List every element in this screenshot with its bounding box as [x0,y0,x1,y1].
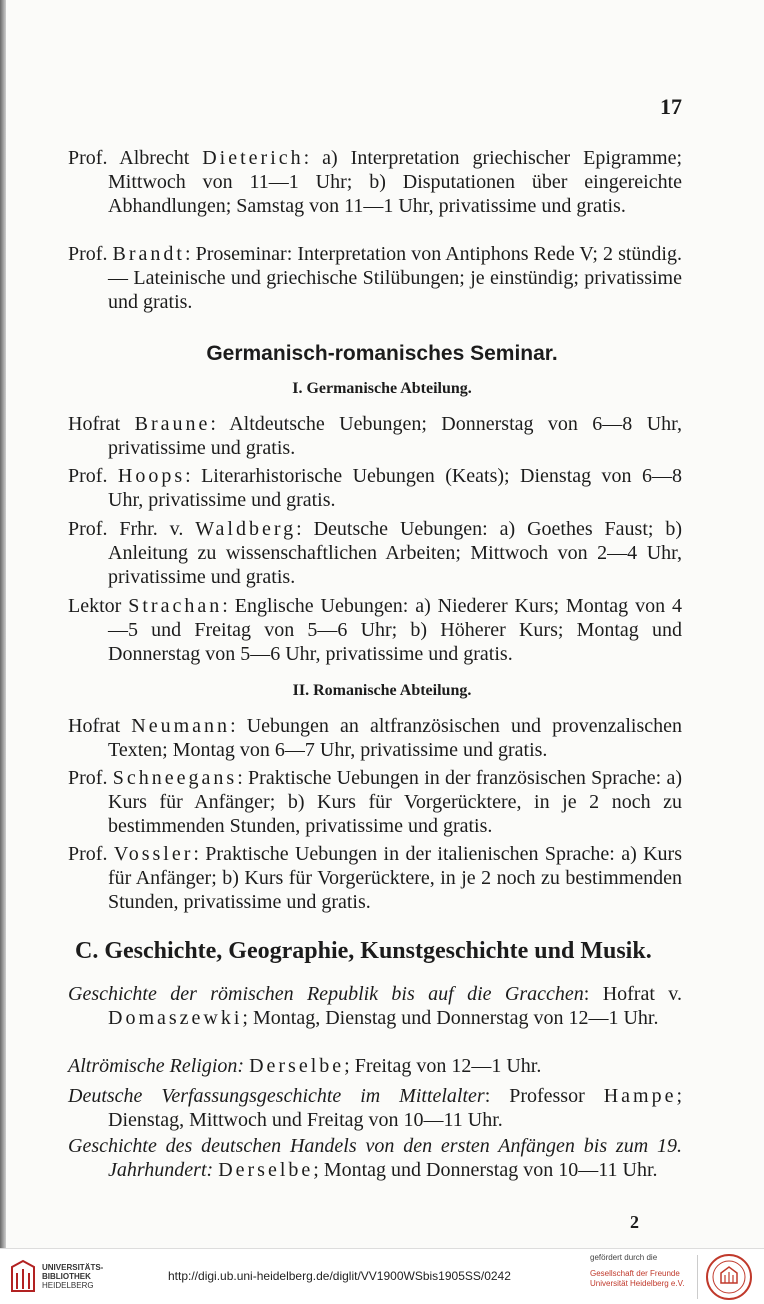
lecturer-name: Derselbe [218,1159,314,1181]
lecturer-name: Strachan [128,595,223,617]
footer-bar [0,1248,764,1304]
entry-neumann: Hofrat Neumann: Uebungen an altfranzösischen und provenzalischen Texten; Montag von 6—7 Uhr, privatissime und gratis. [68,715,683,761]
lecturer-name: Hampe [603,1085,677,1107]
entry-handelsgeschichte: Geschichte des deutschen Handels von den ersten Anfängen bis zum 19. Jahrhundert: Derselbe; Montag und Donnerstag von 10—11 Uhr. [68,1135,682,1181]
course-title: Altrömische Religion: [68,1055,245,1077]
permalink-url[interactable]: http://digi.ub.uni-heidelberg.de/diglit/VV1900WSbis1905SS/0242 [168,1269,511,1283]
course-title: Deutsche Verfassungsgeschichte im Mittelalter [68,1085,485,1107]
section-c-heading: C. Geschichte, Geographie, Kunstgeschichte und Musik. [75,938,652,964]
lecturer-name: Braune [134,413,211,435]
entry-dieterich: Prof. Albrecht Dieterich: a) Interpretation griechischer Epigramme; Mittwoch von 11—1 Uhr; b) Disputationen über eingereichte Abhandlungen; Samstag von 11—1 Uhr, privatissime und gratis. [68,147,682,217]
university-seal-icon[interactable] [705,1253,753,1301]
seminar-heading: Germanisch-romanisches Seminar. [206,342,558,365]
lecturer-name: Dieterich [202,147,304,169]
footer-divider [697,1255,698,1299]
sponsor-label: gefördert durch die [590,1253,658,1262]
lecturer-name: Schneegans [112,767,238,789]
entry-waldberg: Prof. Frhr. v. Waldberg: Deutsche Uebungen: a) Goethes Faust; b) Anleitung zu wissenschaftlichen Arbeiten; Mittwoch von 2—4 Uhr, privatissime und gratis. [68,518,683,588]
sponsor-name[interactable]: Gesellschaft der Freunde Universität Heidelberg e.V. [590,1269,685,1288]
lecturer-name: Vossler [113,843,194,865]
page-edge-shadow [0,0,6,1248]
entry-altroemische-religion: Altrömische Religion: Derselbe; Freitag von 12—1 Uhr. [68,1055,542,1077]
section-heading-germanisch: I. Germanische Abteilung. [292,380,472,397]
signature-mark: 2 [630,1212,639,1232]
lecturer-name: Hoops [117,465,186,487]
lecturer-name: Derselbe [249,1055,345,1077]
entry-vossler: Prof. Vossler: Praktische Uebungen in der italienischen Sprache: a) Kurs für Anfänger; b) Kurs für Vorgerücktere, in je 2 noch zu bestimmenden Stunden, privatissime und gratis. [68,843,682,913]
lecturer-name: Neumann [131,715,231,737]
entry-strachan: Lektor Strachan: Englische Uebungen: a) Niederer Kurs; Montag von 4—5 und Freitag von 5—6 Uhr; b) Höherer Kurs; Montag und Donnerstag von 5—6 Uhr, privatissime und gratis. [68,595,683,665]
entry-verfassungsgeschichte: Deutsche Verfassungsgeschichte im Mittelalter: Professor Hampe; Dienstag, Mittwoch und Freitag von 10—11 Uhr. [68,1085,683,1131]
page-number: 17 [660,94,682,119]
entry-roemische-republik: Geschichte der römischen Republik bis auf die Gracchen: Hofrat v. Domaszewki; Montag, Dienstag und Donnerstag von 12—1 Uhr. [68,983,682,1029]
section-heading-romanisch: II. Romanische Abteilung. [292,682,472,699]
lecturer-name: Brandt [112,243,185,265]
course-title: Geschichte der römischen Republik bis auf die Gracchen [68,983,584,1005]
entry-brandt: Prof. Brandt: Proseminar: Interpretation von Antiphons Rede V; 2 stündig. — Lateinische und griechische Stilübungen; je einstündig; privatissime und gratis. [68,243,682,313]
entry-schneegans: Prof. Schneegans: Praktische Uebungen in der französischen Sprache: a) Kurs für Anfänger; b) Kurs für Vorgerücktere, in je 2 noch zu bestimmenden Stunden, privatissime und gratis. [68,767,682,837]
lecturer-name: Domaszewki [108,1007,243,1029]
lecturer-name: Waldberg [195,518,297,540]
course-title: Geschichte des deutschen Handels von den ersten Anfängen bis zum 19. Jahrhundert: [68,1135,682,1181]
entry-braune: Hofrat Braune: Altdeutsche Uebungen; Donnerstag von 6—8 Uhr, privatissime und gratis. [68,413,683,459]
entry-hoops: Prof. Hoops: Literarhistorische Uebungen (Keats); Dienstag von 6—8 Uhr, privatissime und gratis. [68,465,682,511]
library-name: UNIVERSITÄTS- BIBLIOTHEK HEIDELBERG [42,1263,104,1290]
library-logo-icon[interactable] [8,1259,38,1295]
